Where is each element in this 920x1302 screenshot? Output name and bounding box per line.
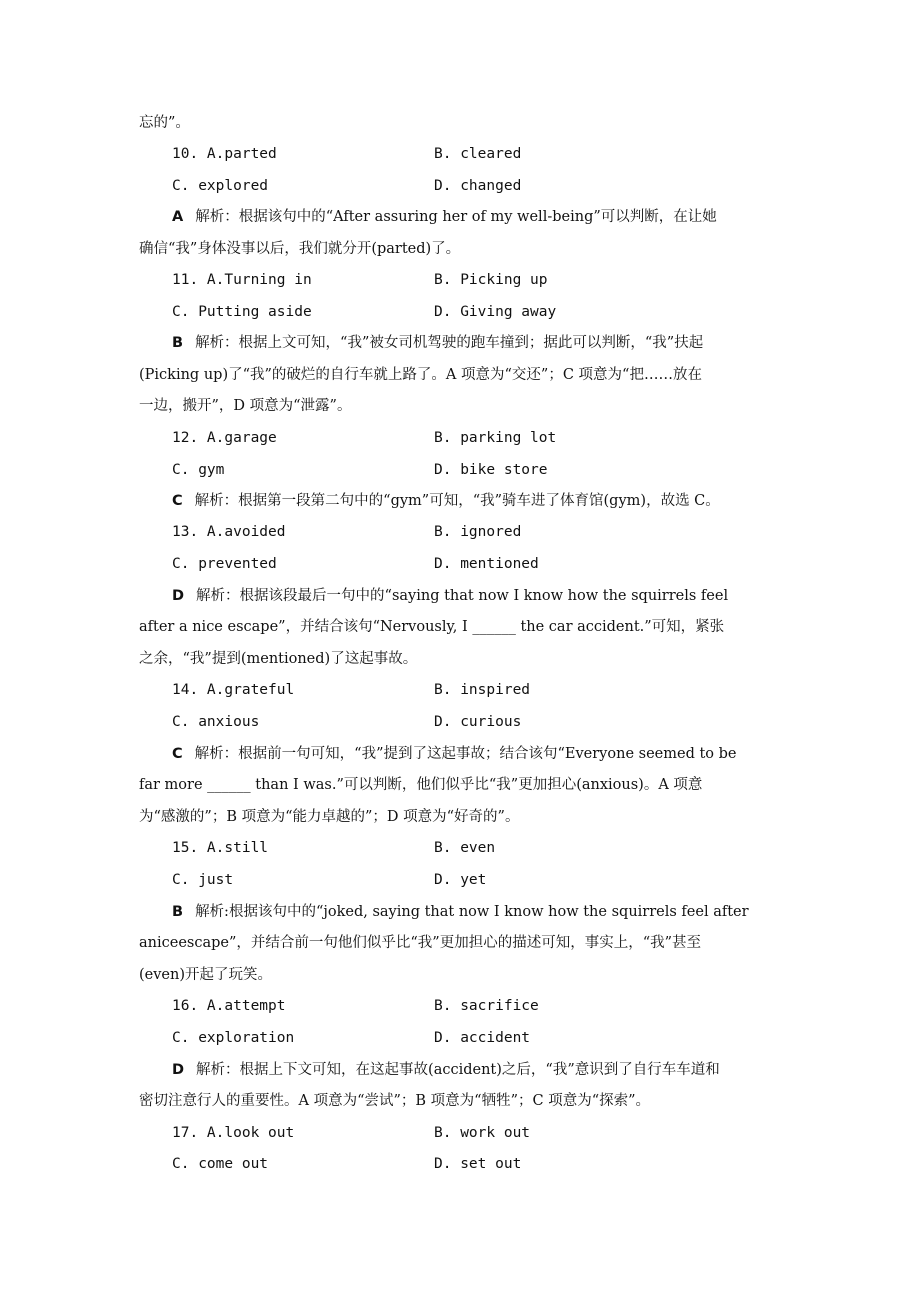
explanation-line	[172, 491, 862, 511]
option-b: B. work out	[434, 1125, 531, 1141]
answer-letter: D	[172, 588, 185, 604]
option-b: B. inspired	[434, 682, 531, 698]
option-d: D. mentioned	[434, 556, 539, 572]
option-d: D. Giving away	[434, 304, 557, 320]
option-c: C. Putting aside	[172, 304, 312, 320]
option-c: C. come out	[172, 1156, 269, 1172]
explanation-text: 解析：根据该句中的“After assuring her of my well-being”可以判断，在让她	[195, 209, 717, 225]
explanation-line: (even)开起了玩笑。	[139, 967, 273, 983]
explanation-line	[172, 1060, 862, 1080]
option-d: D. changed	[434, 178, 522, 194]
option-c: C. gym	[172, 462, 225, 478]
explanation-line: 为“感激的”；B 项意为“能力卓越的”；D 项意为“好奇的”。	[139, 809, 520, 825]
option-c: C. explored	[172, 178, 269, 194]
explanation-line: after a nice escape”，并结合该句“Nervously, I ______ the car accident.”可知，紧张	[139, 619, 725, 635]
option-b: B. parking lot	[434, 430, 557, 446]
option-d: D. yet	[434, 872, 487, 888]
explanation-line	[172, 744, 862, 764]
option-b: B. cleared	[434, 146, 522, 162]
explanation-line: 之余，“我”提到(mentioned)了这起事故。	[139, 651, 418, 667]
answer-letter: C	[172, 746, 183, 762]
option-a: 17. A.look out	[172, 1125, 295, 1141]
explanation-line: 密切注意行人的重要性。A 项意为“尝试”；B 项意为“牺牲”；C 项意为“探索”。	[139, 1093, 651, 1109]
explanation-text: 解析：根据上文可知，“我”被女司机驾驶的跑车撞到；据此可以判断，“我”扶起	[195, 335, 704, 351]
option-b: B. even	[434, 840, 496, 856]
option-d: D. bike store	[434, 462, 548, 478]
option-c: C. anxious	[172, 714, 260, 730]
explanation-line: aniceescape”，并结合前一句他们似乎比“我”更加担心的描述可知，事实上，“我”甚至	[139, 935, 702, 951]
explanation-line	[172, 333, 862, 353]
option-b: B. sacrifice	[434, 998, 539, 1014]
answer-letter: D	[172, 1062, 185, 1078]
option-a: 16. A.attempt	[172, 998, 286, 1014]
option-d: D. set out	[434, 1156, 522, 1172]
text-line: 忘的”。	[139, 115, 190, 131]
option-c: C. prevented	[172, 556, 277, 572]
option-d: D. accident	[434, 1030, 531, 1046]
option-c: C. exploration	[172, 1030, 295, 1046]
explanation-line: far more ______ than I was.”可以判断，他们似乎比“我”更加担心(anxious)。A 项意	[139, 777, 703, 793]
explanation-line	[172, 586, 862, 606]
option-a: 13. A.avoided	[172, 524, 286, 540]
option-a: 15. A.still	[172, 840, 269, 856]
explanation-text: 解析：根据前一句可知，“我”提到了这起事故；结合该句“Everyone seemed to be	[194, 746, 737, 762]
option-b: B. Picking up	[434, 272, 548, 288]
explanation-line	[172, 902, 862, 922]
answer-letter: B	[172, 335, 184, 351]
explanation-line: (Picking up)了“我”的破烂的自行车就上路了。A 项意为“交还”；C 项意为“把……放在	[139, 367, 702, 383]
option-b: B. ignored	[434, 524, 522, 540]
explanation-text: 解析：根据第一段第二句中的“gym”可知，“我”骑车进了体育馆(gym)，故选 C。	[194, 493, 720, 509]
option-a: 12. A.garage	[172, 430, 277, 446]
answer-letter: C	[172, 493, 183, 509]
explanation-text: 解析：根据该段最后一句中的“saying that now I know how the squirrels feel	[196, 588, 729, 604]
explanation-line: 确信“我”身体没事以后，我们就分开(parted)了。	[139, 241, 461, 257]
option-d: D. curious	[434, 714, 522, 730]
explanation-text: 解析：根据上下文可知，在这起事故(accident)之后，“我”意识到了自行车车道和	[196, 1062, 720, 1078]
explanation-text: 解析:根据该句中的“joked, saying that now I know how the squirrels feel after	[195, 904, 749, 920]
answer-letter: A	[172, 209, 184, 225]
explanation-line	[172, 207, 862, 227]
option-a: 11. A.Turning in	[172, 272, 312, 288]
option-a: 10. A.parted	[172, 146, 277, 162]
option-c: C. just	[172, 872, 234, 888]
option-a: 14. A.grateful	[172, 682, 295, 698]
answer-letter: B	[172, 904, 184, 920]
explanation-line: 一边，搬开”，D 项意为“泄露”。	[139, 398, 352, 414]
